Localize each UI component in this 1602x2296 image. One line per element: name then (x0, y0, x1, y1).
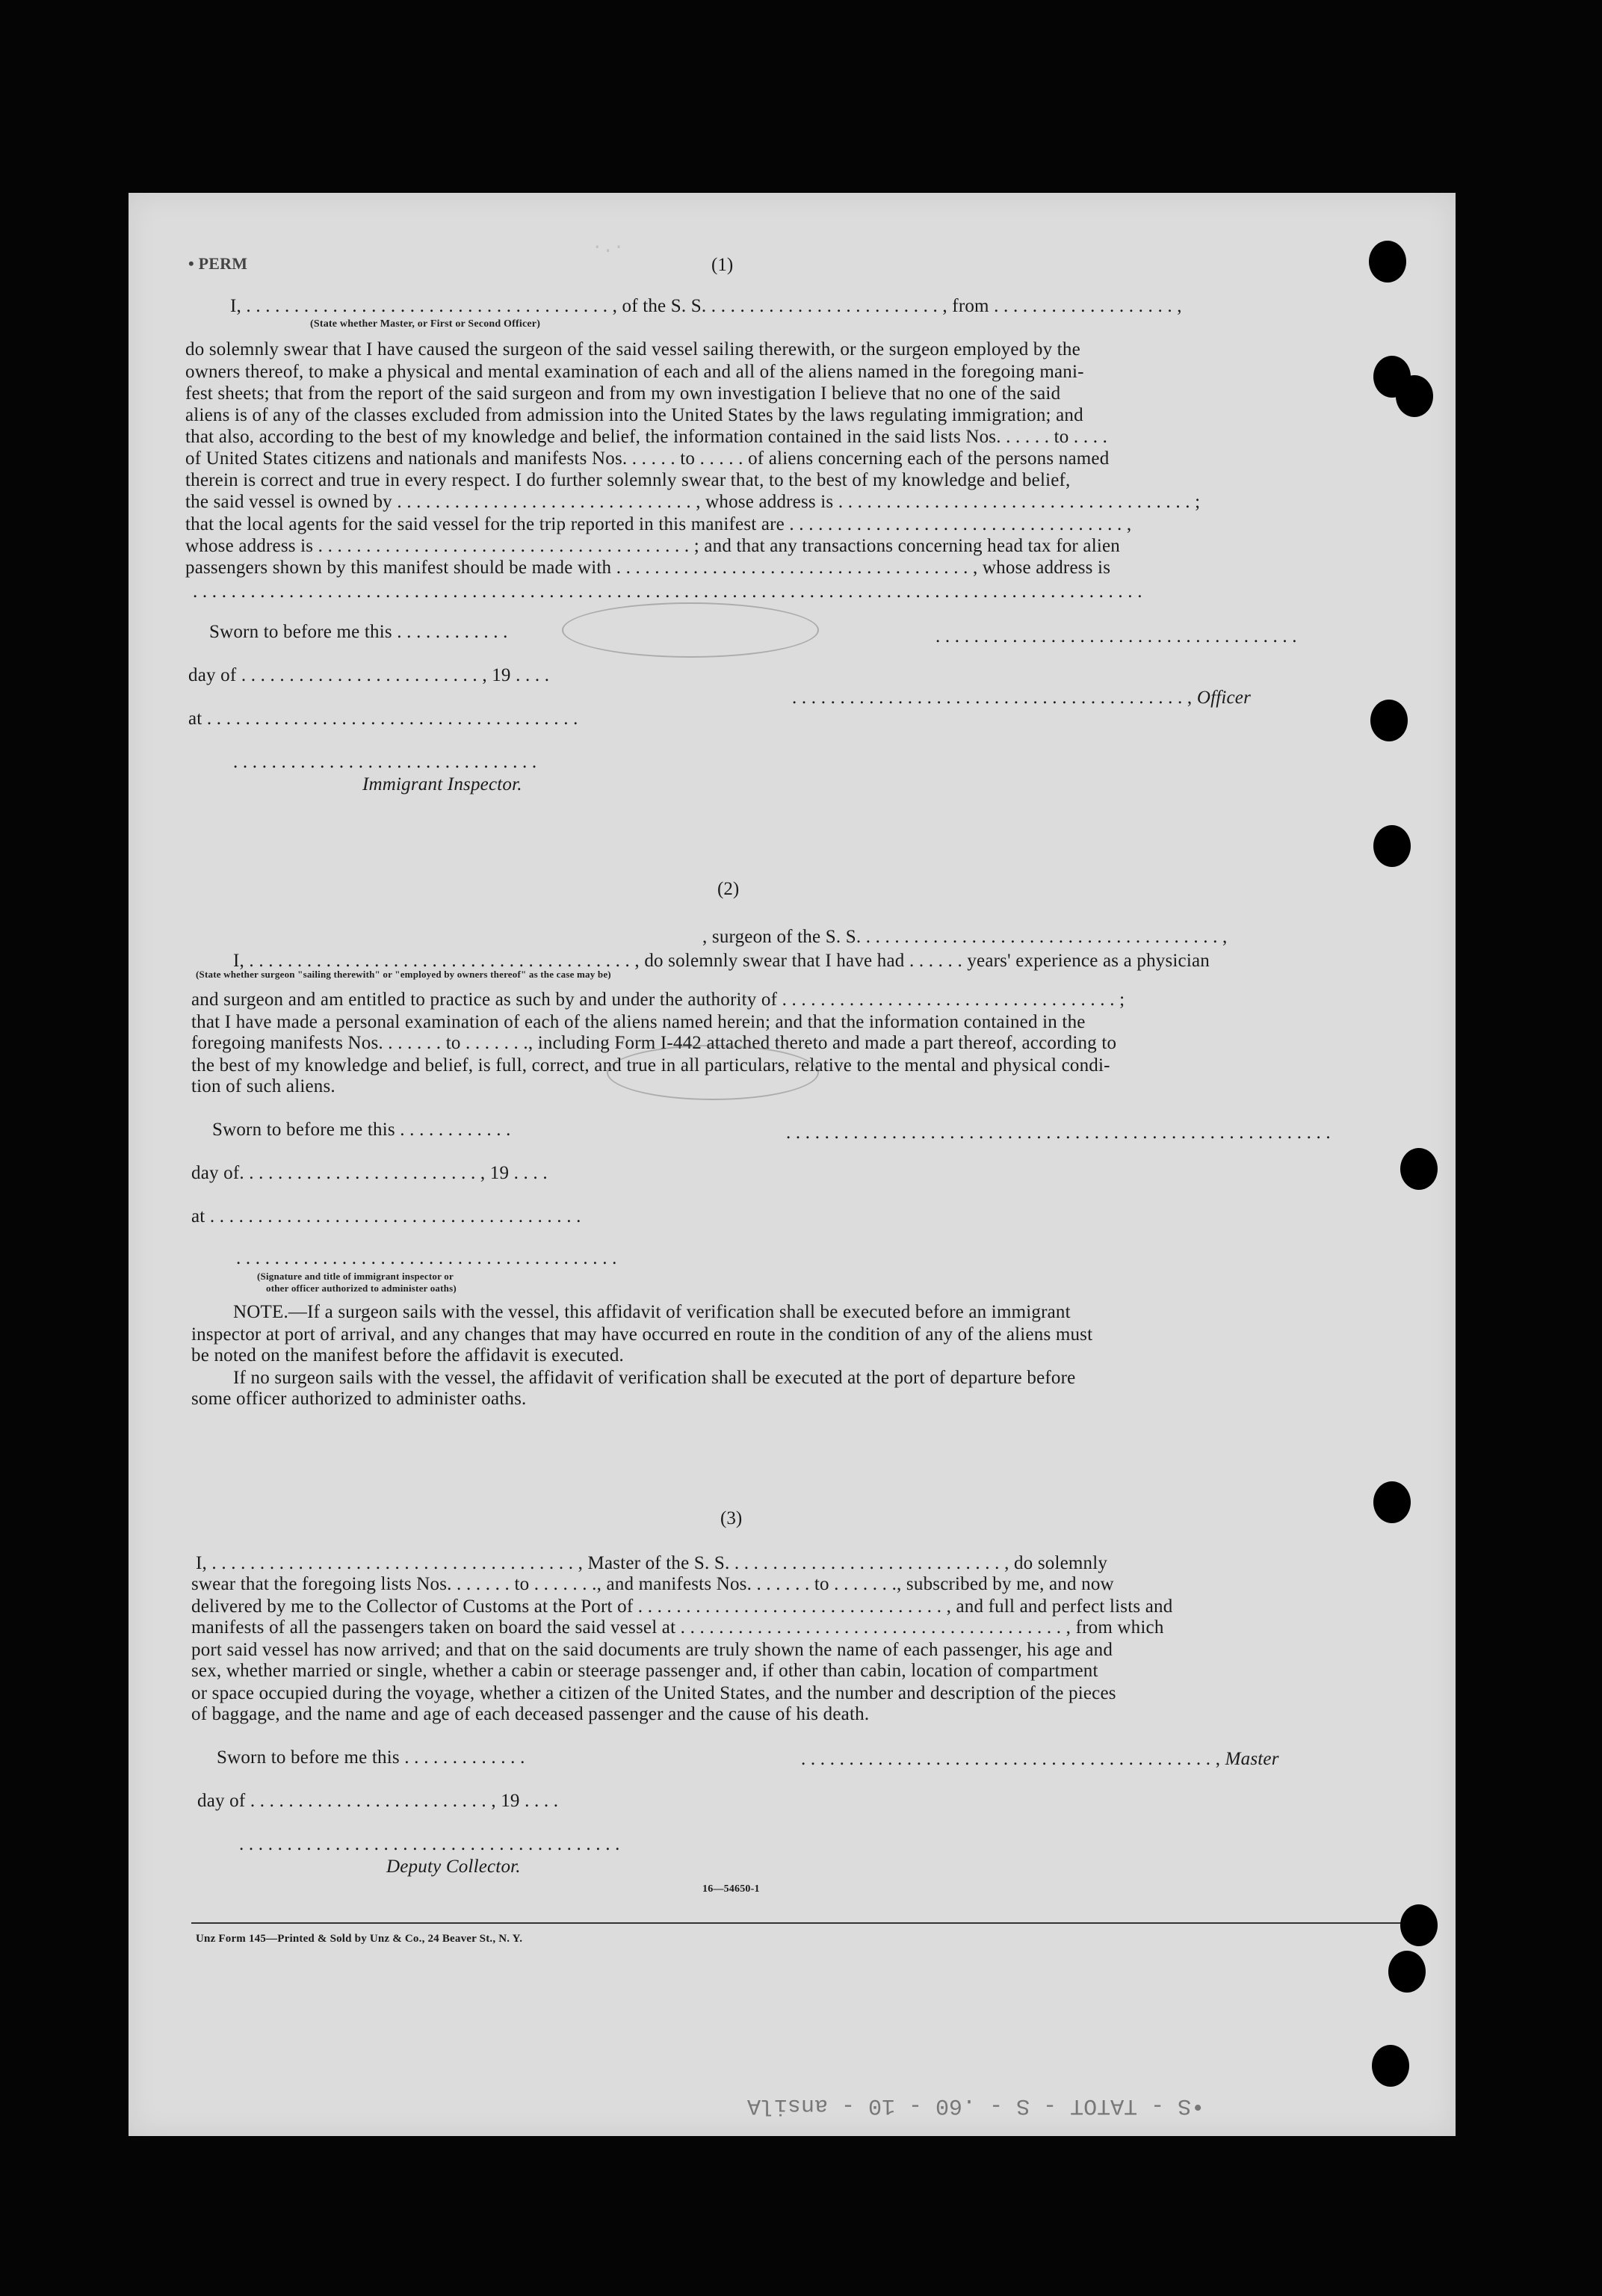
faint-stamp-oval (562, 602, 819, 658)
s2-surgeon-note: (State whether surgeon "sailing therewith" or "employed by owners thereof" as the case may be) (196, 969, 611, 980)
s3-collector: Deputy Collector. (386, 1857, 521, 1877)
punch-hole (1373, 1481, 1411, 1523)
s2-note-4: some officer authorized to administer oaths. (191, 1389, 527, 1409)
punch-hole (1372, 2045, 1409, 2087)
s3-line-7: of baggage, and the name and age of each deceased passenger and the cause of his death. (191, 1704, 870, 1724)
s3-line-0: I, . . . . . . . . . . . . . . . . . . . . . . . . . . . . . . . . . . . . . . , Master of the S. S. . . . . . . . . . . . . . . . . . . . . . . . . . . . . , do solemnly (196, 1553, 1108, 1573)
s1-line-0: I, . . . . . . . . . . . . . . . . . . . . . . . . . . . . . . . . . . . . . . , of the S. S. . . . . . . . . . . . . . . . . . . . . . . . . , from . . . . . . . . . . . . . . . . . . . , (230, 296, 1182, 316)
punch-hole (1400, 1904, 1438, 1946)
s1-line-7: therein is correct and true in every respect. I do further solemnly swear that, to the best of my knowledge and belief, (185, 470, 1071, 490)
section-3-number: (3) (720, 1508, 743, 1528)
s1-day: day of . . . . . . . . . . . . . . . . . . . . . . . . . , 19 . . . . (188, 665, 550, 685)
punch-hole (1369, 241, 1406, 283)
bottom-mirrored-mark: •S - TATOT - S - .60 - 10 - ansilA (747, 2093, 1205, 2118)
s1-inspector: Immigrant Inspector. (362, 774, 522, 794)
s3-line-2: delivered by me to the Collector of Customs at the Port of . . . . . . . . . . . . . . . . . . . . . . . . . . . . . . . . , and full and perfect lists and (191, 1596, 1173, 1617)
s1-officer-line (792, 688, 1251, 709)
s2-sig-note-2: other officer authorized to administer oaths) (266, 1283, 457, 1294)
faint-stamp-oval-2 (607, 1045, 819, 1100)
s3-day: day of . . . . . . . . . . . . . . . . . . . . . . . . . , 19 . . . . (197, 1791, 559, 1811)
s1-officer-label: Officer (1196, 688, 1252, 708)
s1-officer-note: (State whether Master, or First or Second Officer) (310, 318, 541, 330)
s1-line-11: passengers shown by this manifest should be made with . . . . . . . . . . . . . . . . . . . . . . . . . . . . . . . . . . . . . , whose address is (185, 558, 1111, 578)
punch-hole (1400, 1148, 1438, 1190)
bleed-through-text: ·.· (592, 238, 625, 258)
s2-day: day of. . . . . . . . . . . . . . . . . . . . . . . . . , 19 . . . . (191, 1163, 548, 1183)
s1-line-4: aliens is of any of the classes excluded from admission into the United States by the laws regulating immigration; and (185, 405, 1083, 425)
s2-surgeon-line: . . . . . . . . . . . . . . . . . . . . . . . . . . . . . . . . . . . . . . . . . . . . . . . . . . . . . . . . . (786, 1123, 1331, 1143)
manifest-page (129, 193, 1456, 2136)
s2-line-4: the best of my knowledge and belief, is full, correct, and true in all particulars, relative to the mental and physical condi- (191, 1055, 1110, 1076)
s3-sworn: Sworn to before me this . . . . . . . . . . . . . (217, 1747, 525, 1768)
s2-surgeon-of: , surgeon of the S. S. . . . . . . . . . . . . . . . . . . . . . . . . . . . . . . . . . . . . . , (702, 927, 1228, 947)
section-2-number: (2) (717, 879, 740, 899)
s1-at: at . . . . . . . . . . . . . . . . . . . . . . . . . . . . . . . . . . . . . . . (188, 709, 578, 729)
s1-line-5: that also, according to the best of my knowledge and belief, the information contained in the said lists Nos. . . . . . to . . . . (185, 427, 1108, 447)
s2-at: at . . . . . . . . . . . . . . . . . . . . . . . . . . . . . . . . . . . . . . . (191, 1206, 581, 1226)
s1-top-right-dots: . . . . . . . . . . . . . . . . . . . . . . . . . . . . . . . . . . . . . . (935, 626, 1297, 646)
punch-hole (1388, 1951, 1426, 1993)
corner-mark: • PERM (188, 254, 248, 273)
s1-sworn: Sworn to before me this . . . . . . . . . . . . (209, 622, 508, 642)
s1-line-9: that the local agents for the said vessel for the trip reported in this manifest are . . . . . . . . . . . . . . . . . . . . . . . . . . . . . . . . . . . , (185, 514, 1132, 534)
s1-line-8: the said vessel is owned by . . . . . . . . . . . . . . . . . . . . . . . . . . . . . . . , whose address is . . . . . . . . . . . . . . . . . . . . . . . . . . . . . . . . . . . . . ; (185, 492, 1201, 512)
s3-sig-dots: . . . . . . . . . . . . . . . . . . . . . . . . . . . . . . . . . . . . . . . . (239, 1834, 620, 1854)
s2-line-3: foregoing manifests Nos. . . . . . . to . . . . . . ., including Form I-442 attached thereto and made a part thereof, according to (191, 1033, 1117, 1053)
s3-line-5: sex, whether married or single, whether a cabin or steerage passenger and, if other than cabin, location of compartment (191, 1661, 1098, 1681)
punch-hole (1396, 375, 1433, 417)
form-code: 16—54650-1 (702, 1883, 760, 1895)
s2-sworn: Sworn to before me this . . . . . . . . . . . . (212, 1120, 511, 1140)
s3-line-1: swear that the foregoing lists Nos. . . . . . . to . . . . . . ., and manifests Nos. . . . . . . to . . . . . . ., subscribed by me, and now (191, 1574, 1114, 1594)
s3-line-6: or space occupied during the voyage, whether a citizen of the United States, and the number and description of the pieces (191, 1683, 1116, 1703)
s1-line-12: . . . . . . . . . . . . . . . . . . . . . . . . . . . . . . . . . . . . . . . . . . . . . . . . . . . . . . . . . . . . . . . . . . . . . . . . . . . . . . . . . . . . . . . . . . . . . . . . . . . (193, 581, 1142, 602)
s1-line-6: of United States citizens and nationals and manifests Nos. . . . . . to . . . . . of aliens concerning each of the persons named (185, 448, 1110, 469)
s3-line-3: manifests of all the passengers taken on board the said vessel at . . . . . . . . . . . . . . . . . . . . . . . . . . . . . . . . . . . . . . . . , from which (191, 1617, 1164, 1638)
s1-line-2: owners thereof, to make a physical and mental examination of each and all of the aliens named in the foregoing mani- (185, 362, 1084, 382)
s1-line-3: fest sheets; that from the report of the said surgeon and from my own investigation I believe that no one of the said (185, 383, 1061, 404)
printer-line: Unz Form 145—Printed & Sold by Unz & Co., 24 Beaver St., N. Y. (196, 1933, 523, 1945)
s1-sig-dots: . . . . . . . . . . . . . . . . . . . . . . . . . . . . . . . . (233, 752, 537, 772)
s2-note-0: NOTE.—If a surgeon sails with the vessel, this affidavit of verification shall be executed before an immigrant (233, 1302, 1071, 1322)
s1-officer-dots: . . . . . . . . . . . . . . . . . . . . . . . . . . . . . . . . . . . . . . . . . , (792, 688, 1197, 708)
s2-sig-note-1: (Signature and title of immigrant inspector or (257, 1271, 454, 1282)
s3-master-dots: . . . . . . . . . . . . . . . . . . . . . . . . . . . . . . . . . . . . . . . . . . . , (801, 1749, 1225, 1769)
punch-hole (1373, 825, 1411, 867)
s2-line-5: tion of such aliens. (191, 1076, 335, 1096)
s2-sig-dots: . . . . . . . . . . . . . . . . . . . . . . . . . . . . . . . . . . . . . . . . (236, 1248, 617, 1268)
s2-line-0: I, . . . . . . . . . . . . . . . . . . . . . . . . . . . . . . . . . . . . . . . . , do solemnly swear that I have had . . . . . . years' experience as a physician (233, 951, 1210, 971)
punch-hole (1370, 700, 1408, 741)
footer-rule (191, 1922, 1402, 1924)
s2-note-2: be noted on the manifest before the affidavit is executed. (191, 1345, 624, 1365)
s2-note-3: If no surgeon sails with the vessel, the affidavit of verification shall be executed at the port of departure before (233, 1368, 1076, 1388)
s3-master-label: Master (1225, 1749, 1279, 1769)
s3-master-line (801, 1749, 1279, 1770)
s2-note-1: inspector at port of arrival, and any changes that may have occurred en route in the condition of any of the aliens must (191, 1324, 1093, 1345)
s2-line-2: that I have made a personal examination of each of the aliens named herein; and that the information contained in the (191, 1012, 1086, 1032)
s1-line-1: do solemnly swear that I have caused the surgeon of the said vessel sailing therewith, or the surgeon employed by the (185, 339, 1080, 359)
section-1-number: (1) (711, 255, 734, 275)
s3-line-4: port said vessel has now arrived; and that on the said documents are truly shown the name of each passenger, his age and (191, 1640, 1113, 1660)
s2-line-1: and surgeon and am entitled to practice as such by and under the authority of . . . . . . . . . . . . . . . . . . . . . . . . . . . . . . . . . . . ; (191, 990, 1125, 1010)
s1-line-10: whose address is . . . . . . . . . . . . . . . . . . . . . . . . . . . . . . . . . . . . . . . ; and that any transactions concerning head tax for alien (185, 536, 1120, 556)
